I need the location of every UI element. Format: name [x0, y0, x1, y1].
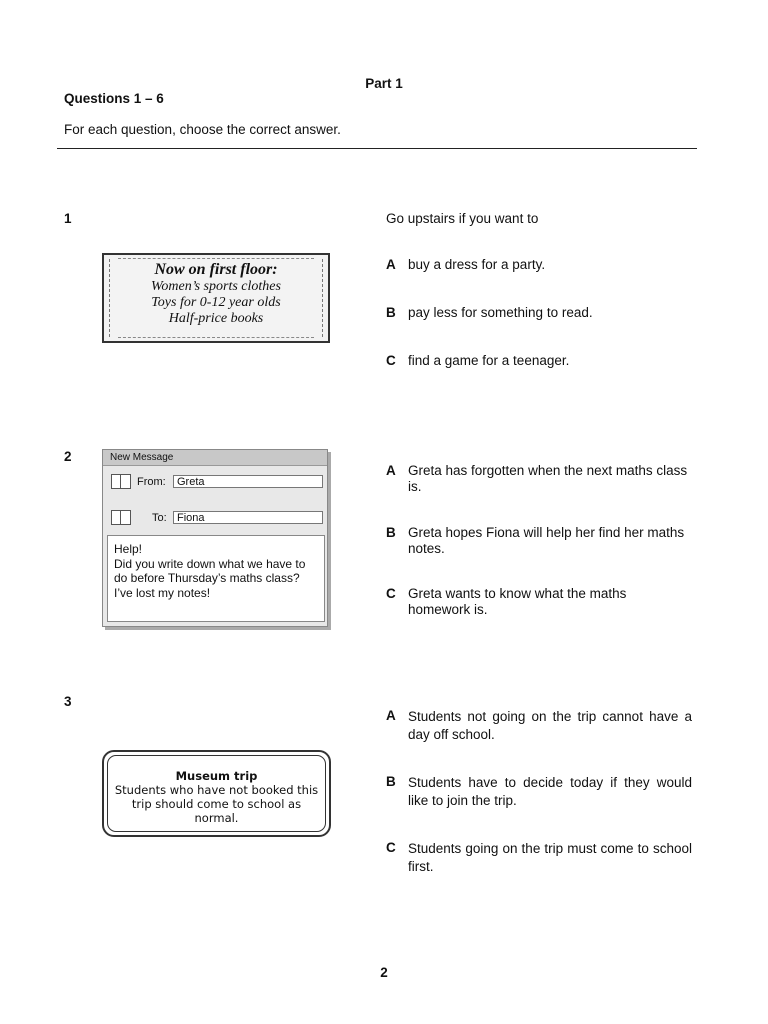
option-text: Students have to decide today if they would like to join the trip. — [408, 775, 692, 808]
option-1b[interactable] — [386, 305, 692, 321]
notice-line: Women’s sports clothes — [151, 279, 281, 294]
option-text: pay less for something to read. — [408, 305, 593, 320]
notice-dash-top — [118, 258, 314, 259]
option-letter: C — [386, 840, 396, 855]
notice-border — [109, 259, 323, 337]
question-number-2: 2 — [64, 449, 72, 464]
notice-heading: Now on first floor: — [154, 261, 278, 278]
option-text: find a game for a teenager. — [408, 353, 570, 368]
option-2c[interactable] — [386, 586, 692, 618]
to-label: To: — [152, 511, 167, 524]
from-row — [111, 474, 166, 489]
option-letter: A — [386, 463, 396, 478]
question-1-stem: Go upstairs if you want to — [386, 211, 539, 226]
from-field: Greta — [173, 475, 323, 488]
option-letter: A — [386, 708, 396, 723]
notice-museum-trip — [102, 750, 331, 837]
option-2b[interactable] — [386, 525, 692, 557]
notice-inner-border — [107, 755, 326, 832]
notice-first-floor — [102, 253, 330, 343]
option-3c[interactable] — [386, 840, 692, 876]
message-body — [107, 535, 325, 622]
message-window-title: New Message — [103, 450, 327, 466]
option-3a[interactable] — [386, 708, 692, 744]
option-letter: C — [386, 586, 396, 601]
to-row — [111, 510, 167, 525]
option-2a[interactable] — [386, 463, 692, 495]
from-label: From: — [137, 475, 166, 488]
address-book-icon — [111, 474, 131, 489]
option-letter: B — [386, 525, 396, 540]
message-line: do before Thursday’s maths class? — [114, 571, 300, 585]
option-text: Students going on the trip must come to school first. — [408, 841, 692, 874]
page-number: 2 — [380, 965, 388, 980]
message-line: Help! — [114, 542, 143, 556]
notice-heading: Museum trip — [175, 769, 258, 783]
address-book-icon — [111, 510, 131, 525]
message-line: I’ve lost my notes! — [114, 585, 211, 600]
notice-line: Toys for 0-12 year olds — [151, 295, 281, 310]
part-title: Part 1 — [365, 76, 403, 91]
option-text: Greta hopes Fiona will help her find her maths notes. — [408, 525, 685, 556]
option-letter: B — [386, 305, 396, 320]
option-letter: C — [386, 353, 396, 368]
notice-line: Half-price books — [168, 311, 264, 326]
divider — [57, 148, 697, 149]
question-number-3: 3 — [64, 694, 72, 709]
question-range: Questions 1 – 6 — [64, 91, 164, 106]
to-field: Fiona — [173, 511, 323, 524]
option-text: buy a dress for a party. — [408, 257, 546, 272]
option-1c[interactable] — [386, 353, 692, 369]
message-line: Did you write down what we have to — [114, 556, 306, 571]
notice-body: Students who have not booked this trip should come to school as normal. — [114, 783, 319, 825]
option-text: Greta has forgotten when the next maths class is. — [408, 463, 688, 494]
question-number-1: 1 — [64, 211, 72, 226]
option-letter: A — [386, 257, 396, 272]
option-3b[interactable] — [386, 774, 692, 810]
notice-dash-bottom — [118, 337, 314, 338]
option-1a[interactable] — [386, 257, 692, 273]
option-text: Students not going on the trip cannot have a day off school. — [408, 709, 692, 742]
option-letter: B — [386, 774, 396, 789]
instructions: For each question, choose the correct answer. — [64, 122, 341, 137]
message-window — [102, 449, 328, 627]
option-text: Greta wants to know what the maths homework is. — [408, 586, 627, 617]
